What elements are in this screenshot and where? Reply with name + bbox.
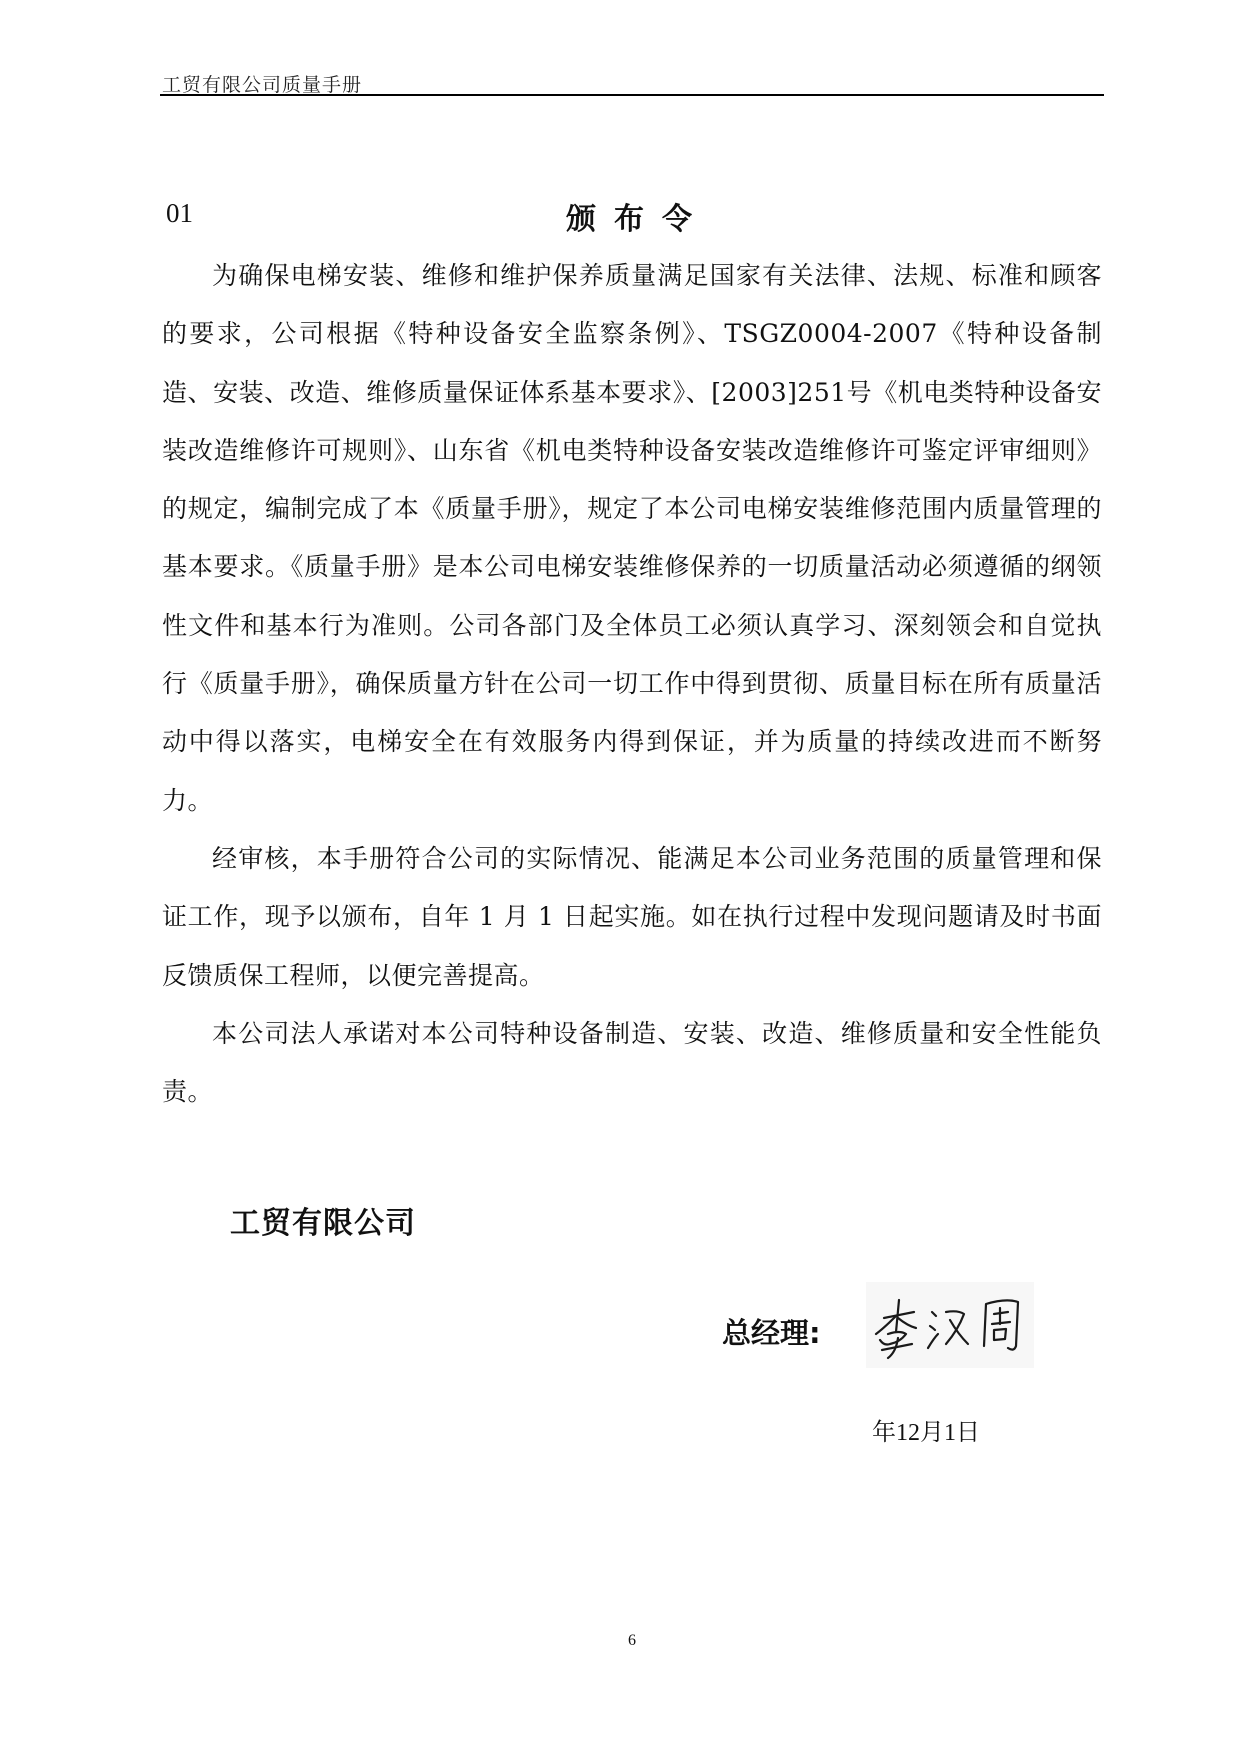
section-number: 01 [166,198,193,228]
running-header: 工贸有限公司质量手册 [162,74,363,96]
body-text [162,247,1102,1121]
paragraph: 为确保电梯安装、维修和维护保养质量满足国家有关法律、法规、标准和顾客的要求，公司根据《特种设备安全监察条例》、TSGZ0004-2007《特种设备制造、安装、改造、维修质量保证体系基本要求》、[2003]251号《机电类特种设备安装改造维修许可规则》、山东省《机电类特种设备安装改造维修许可鉴定评审细则》的规定，编制完成了本《质量手册》，规定了本公司电梯安装维修范围内质量管理的基本要求。《质量手册》是本公司电梯安装维修保养的一切质量活动必须遵循的纲领性文件和基本行为准则。公司各部门及全体员工必须认真学习、深刻领会和自觉执行《质量手册》，确保质量方针在公司一切工作中得到贯彻、质量目标在所有质量活动中得以落实，电梯安全在有效服务内得到保证，并为质量的持续改进而不断努力。 [162,261,1102,815]
company-name: 工贸有限公司 [230,1206,416,1241]
issue-date: 年12月1日 [872,1420,980,1446]
paragraph: 经审核，本手册符合公司的实际情况、能满足本公司业务范围的质量管理和保证工作，现予以颁布，自年 1 月 1 日起实施。如在执行过程中发现问题请及时书面反馈质保工程师，以便完善提高。 [162,843,1102,990]
signature-icon [866,1282,1034,1368]
general-manager-label: 总经理: [722,1316,821,1350]
paragraph: 本公司法人承诺对本公司特种设备制造、安装、改造、维修质量和安全性能负责。 [162,1018,1102,1107]
page-number: 6 [628,1632,636,1649]
handwritten-signature [866,1282,1034,1368]
document-title: 颁布令 [566,202,710,237]
header-divider [160,94,1104,96]
